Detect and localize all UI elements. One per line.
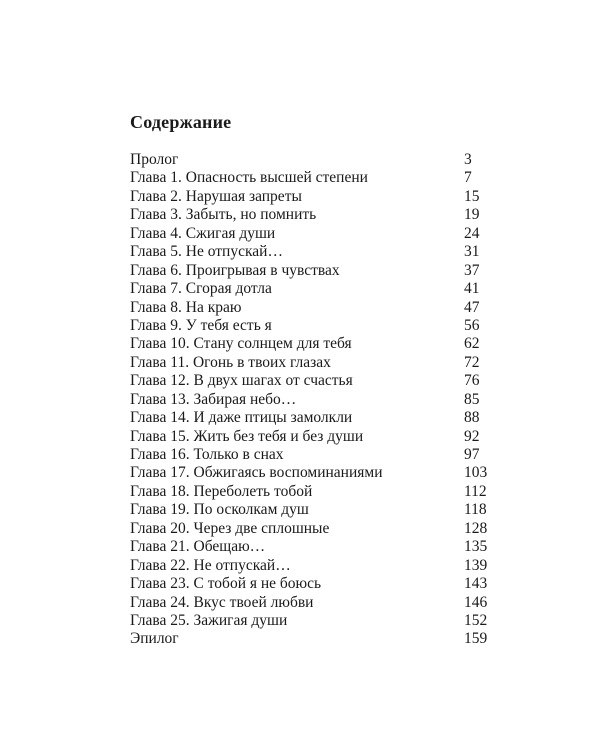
- toc-entry-page-number: 135: [464, 538, 488, 556]
- toc-entry: [130, 317, 490, 335]
- toc-entry-label: Глава 7. Сгорая дотла: [130, 280, 272, 298]
- toc-entry-label: Глава 16. Только в снах: [130, 446, 284, 463]
- toc-entry-label: Глава 21. Обещаю…: [130, 538, 266, 556]
- toc-entry-page-number: 15: [464, 187, 480, 205]
- toc-entry-page-number: 92: [464, 427, 480, 445]
- toc-entry: [130, 391, 490, 409]
- toc-entry-page-number: 112: [464, 482, 487, 500]
- toc-entry-page-number: 62: [464, 335, 480, 353]
- toc-entry-label: Глава 9. У тебя есть я: [130, 316, 272, 334]
- toc-entry-label: Глава 3. Забыть, но помнить: [130, 206, 317, 224]
- toc-entry-page-number: 103: [464, 464, 488, 482]
- toc-entry-page-number: 146: [464, 593, 488, 611]
- toc-entry-page-number: 97: [464, 446, 480, 463]
- toc-entry: [130, 354, 490, 372]
- toc-entry: [130, 612, 490, 630]
- toc-entry-label: Глава 6. Проигрывая в чувствах: [130, 261, 340, 279]
- toc-entry-page-number: 3: [464, 151, 472, 168]
- toc-entry-page-number: 76: [464, 372, 480, 390]
- toc-entry-page-number: 56: [464, 316, 480, 334]
- toc-entry: [130, 335, 490, 353]
- toc-entry-label: Глава 10. Стану солнцем для тебя: [130, 335, 352, 353]
- toc-entry-label: Глава 23. С тобой я не боюсь: [130, 575, 322, 593]
- toc-entry: [130, 520, 490, 538]
- toc-entry: [130, 538, 490, 556]
- toc-entry: [130, 557, 490, 575]
- toc-entry-page-number: 37: [464, 261, 480, 279]
- toc-entry-label: Глава 20. Через две сплошные: [130, 519, 330, 537]
- toc-entry: [130, 262, 490, 280]
- toc-entry-label: Глава 14. И даже птицы замолкли: [130, 409, 353, 427]
- toc-entry: [130, 151, 490, 169]
- toc-entry-page-number: 152: [464, 611, 488, 629]
- toc-entry-label: Глава 5. Не отпускай…: [130, 243, 283, 261]
- toc-entry-label: Глава 2. Нарушая запреты: [130, 187, 302, 205]
- toc-entry-page-number: 72: [464, 353, 480, 371]
- toc-entry: [130, 428, 490, 446]
- toc-entry-label: Глава 8. На краю: [130, 298, 242, 316]
- toc-entry: [130, 299, 490, 317]
- table-of-contents: [130, 151, 490, 649]
- toc-entry-page-number: 159: [464, 630, 488, 648]
- toc-entry-page-number: 31: [464, 243, 480, 261]
- toc-entry: [130, 446, 490, 464]
- toc-entry-label: Глава 19. По осколкам душ: [130, 501, 309, 519]
- toc-entry-label: Глава 17. Обжигаясь воспоминаниями: [130, 464, 383, 482]
- toc-entry-page-number: 118: [464, 501, 487, 519]
- toc-entry: [130, 280, 490, 298]
- toc-entry-page-number: 139: [464, 556, 488, 574]
- toc-entry-label: Глава 25. Зажигая души: [130, 611, 288, 629]
- toc-entry-page-number: 88: [464, 409, 480, 427]
- toc-entry-label: Глава 4. Сжигая души: [130, 224, 276, 242]
- toc-entry: [130, 225, 490, 243]
- toc-entry: [130, 630, 490, 648]
- toc-entry-page-number: 128: [464, 519, 488, 537]
- toc-entry-label: Эпилог: [130, 630, 179, 648]
- toc-entry-label: Глава 11. Огонь в твоих глазах: [130, 353, 331, 371]
- toc-entry-label: Глава 15. Жить без тебя и без души: [130, 427, 364, 445]
- toc-entry-label: Пролог: [130, 151, 179, 168]
- toc-entry-label: Глава 18. Переболеть тобой: [130, 482, 313, 500]
- toc-entry-label: Глава 13. Забирая небо…: [130, 390, 297, 408]
- toc-entry-page-number: 41: [464, 280, 480, 298]
- toc-entry-page-number: 143: [464, 575, 488, 593]
- toc-entry: [130, 372, 490, 390]
- toc-entry: [130, 409, 490, 427]
- toc-entry-page-number: 19: [464, 206, 480, 224]
- toc-entry: [130, 188, 490, 206]
- toc-entry-page-number: 24: [464, 224, 480, 242]
- toc-entry-label: Глава 12. В двух шагах от счастья: [130, 372, 353, 390]
- toc-entry: [130, 169, 490, 187]
- toc-entry: [130, 206, 490, 224]
- toc-entry-label: Глава 1. Опасность высшей степени: [130, 169, 368, 187]
- toc-entry-page-number: 85: [464, 390, 480, 408]
- toc-entry: [130, 501, 490, 519]
- toc-entry: [130, 243, 490, 261]
- toc-entry: [130, 464, 490, 482]
- toc-entry-label: Глава 24. Вкус твоей любви: [130, 593, 314, 611]
- toc-entry-page-number: 47: [464, 298, 480, 316]
- toc-entry-label: Глава 22. Не отпускай…: [130, 556, 291, 574]
- toc-entry: [130, 594, 490, 612]
- page-title: Содержание: [130, 112, 232, 132]
- toc-entry: [130, 483, 490, 501]
- toc-entry-page-number: 7: [464, 169, 472, 187]
- toc-entry: [130, 575, 490, 593]
